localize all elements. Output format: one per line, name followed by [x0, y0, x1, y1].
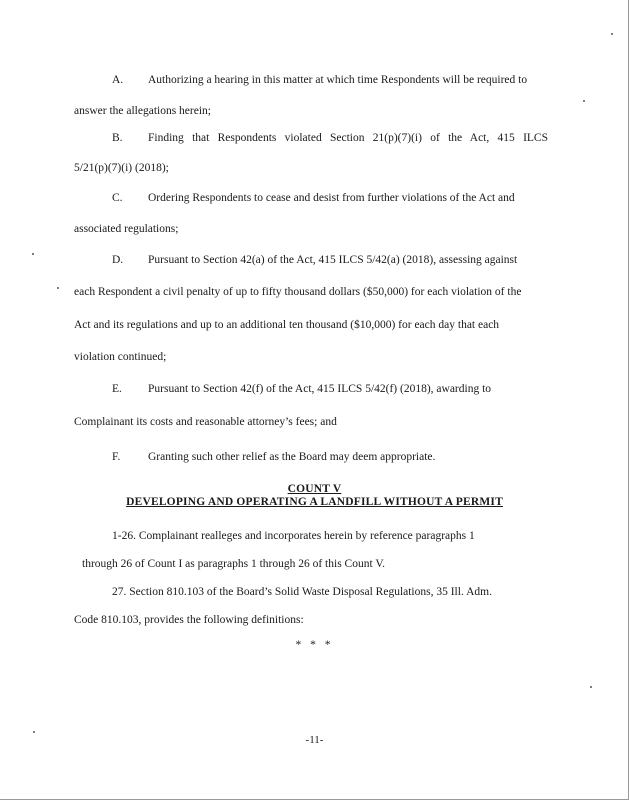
item-e-letter: E.: [112, 383, 122, 395]
item-a-line1: A. Authorizing a hearing in this matter at which time Respondents will be required to: [112, 74, 528, 86]
item-f-line1: F. Granting such other relief as the Board may deem appropriate.: [112, 451, 436, 463]
item-b-letter: B.: [112, 132, 123, 144]
item-c-letter: C.: [112, 192, 123, 204]
page-number: -11-: [305, 734, 324, 746]
item-f-letter: F.: [112, 451, 121, 463]
paragraph-1-26-line1: 1-26. Complainant realleges and incorporates herein by reference paragraphs 1: [112, 530, 475, 542]
item-d-line4: violation continued;: [74, 351, 167, 363]
scan-speck: [33, 731, 35, 733]
item-e-line2: Complainant its costs and reasonable attorney’s fees; and: [74, 416, 337, 428]
paragraph-27-line2: Code 810.103, provides the following definitions:: [74, 614, 304, 626]
paragraph-27-line1: 27. Section 810.103 of the Board’s Solid Waste Disposal Regulations, 35 Ill. Adm.: [112, 586, 492, 598]
count-subtitle: DEVELOPING AND OPERATING A LANDFILL WITHOUT A PERMIT: [126, 496, 503, 508]
item-b-line2: 5/21(p)(7)(i) (2018);: [74, 162, 169, 174]
item-d-line1: D. Pursuant to Section 42(a) of the Act, 415 ILCS 5/42(a) (2018), assessing against: [112, 254, 518, 266]
count-title: COUNT V: [287, 483, 342, 495]
scan-speck: [583, 100, 585, 102]
item-a-line2: answer the allegations herein;: [74, 105, 211, 117]
ellipsis-stars: * * *: [295, 639, 334, 651]
item-c-line2: associated regulations;: [74, 223, 179, 235]
item-e-line1: E. Pursuant to Section 42(f) of the Act, 415 ILCS 5/42(f) (2018), awarding to: [112, 383, 492, 395]
item-d-line2: each Respondent a civil penalty of up to fifty thousand dollars ($50,000) for each violation of the: [74, 286, 522, 298]
scan-speck: [32, 253, 34, 255]
scan-speck: [590, 686, 592, 688]
item-b-line1: Finding that Respondents violated Section 21(p)(7)(i) of the Act, 415 ILCS: [148, 132, 548, 144]
item-c-line1: C. Ordering Respondents to cease and desist from further violations of the Act and: [112, 192, 515, 204]
item-a-letter: A.: [112, 74, 124, 86]
scan-speck: [57, 287, 59, 289]
item-d-line3: Act and its regulations and up to an additional ten thousand ($10,000) for each day that each: [74, 319, 500, 331]
item-d-letter: D.: [112, 254, 124, 266]
paragraph-1-26-line2: through 26 of Count I as paragraphs 1 through 26 of this Count V.: [82, 558, 386, 570]
scan-speck: [611, 33, 613, 35]
